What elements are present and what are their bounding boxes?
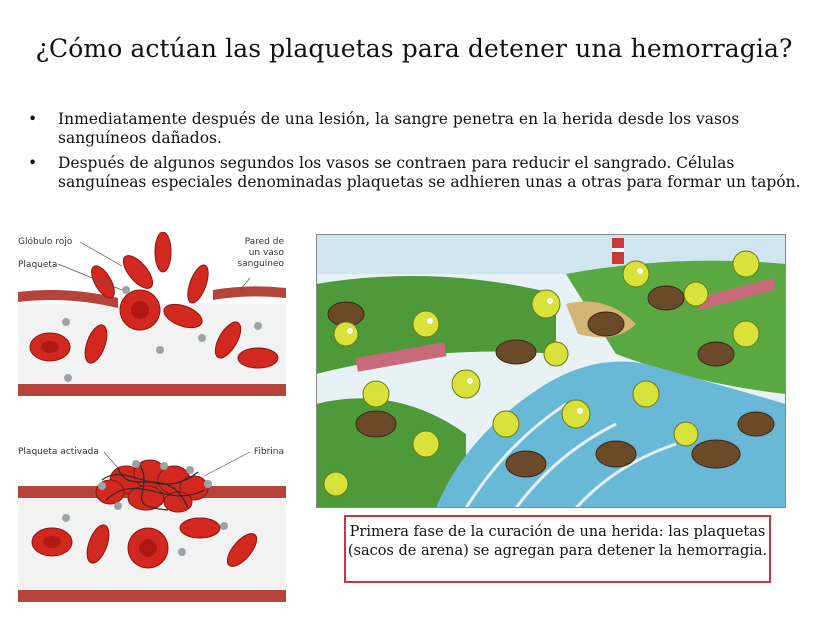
cartoon-illustration (316, 234, 786, 508)
label-fibrin: Fibrina (253, 447, 284, 457)
vessel-diagram-clot (18, 440, 286, 606)
bullet-marker: • (28, 154, 38, 172)
vessel-diagram-normal (18, 232, 286, 412)
illustration-caption: Primera fase de la curación de una herida: las plaquetas (sacos de arena) se agregan para detener la hemorragia. (344, 515, 771, 583)
bullet-text: Después de algunos segundos los vasos se contraen para reducir el sangrado. Células sanguíneas especiales denominadas plaquetas se adhieren unas a otras para formar un tapón. (58, 154, 801, 191)
bullet-item (28, 110, 808, 148)
page-title: ¿Cómo actúan las plaquetas para detener una hemorragia? (35, 34, 793, 63)
bullet-item (28, 154, 808, 192)
label-platelet: Plaqueta (18, 260, 58, 270)
label-vessel-wall-3: sanguíneo (237, 259, 284, 269)
label-activated-platelet: Plaqueta activada (18, 447, 99, 457)
bullet-marker: • (28, 110, 38, 128)
label-vessel-wall-1: Pared de (244, 237, 284, 247)
label-red-cell: Glóbulo rojo (18, 237, 73, 247)
bullet-list (28, 110, 808, 198)
bullet-text: Inmediatamente después de una lesión, la sangre penetra en la herida desde los vasos sanguíneos dañados. (58, 110, 740, 147)
label-vessel-wall-2: un vaso (248, 248, 284, 258)
